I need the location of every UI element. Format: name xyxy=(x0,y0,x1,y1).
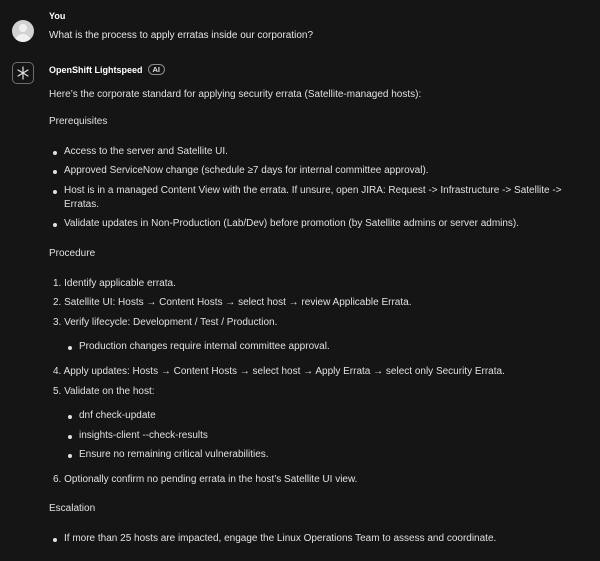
bullet-dot xyxy=(53,170,57,174)
prerequisite-item: Validate updates in Non-Production (Lab/Dev) before promotion (by Satellite admins or server admins). xyxy=(64,218,520,229)
procedure-substep: insights-client --check-results xyxy=(79,430,208,441)
escalation-item: If more than 25 hosts are impacted, engage the Linux Operations Team to assess and coordinate. xyxy=(64,533,497,544)
bullet-dot xyxy=(68,346,72,350)
escalation-heading: Escalation xyxy=(49,503,96,514)
assistant-name-row xyxy=(49,64,165,75)
ai-badge: AI xyxy=(148,64,166,75)
bullet-dot xyxy=(53,538,57,542)
bullet-dot xyxy=(68,454,72,458)
prerequisite-item: Host is in a managed Content View with the errata. If unsure, open JIRA: Request -> Infrastructure -> Satellite -> xyxy=(64,185,562,196)
prerequisite-item: Access to the server and Satellite UI. xyxy=(64,146,228,157)
user-question: What is the process to apply erratas inside our corporation? xyxy=(49,30,314,41)
procedure-heading: Procedure xyxy=(49,248,96,259)
procedure-step: 4. Apply updates: Hosts → Content Hosts → select host → Apply Errata → select only Security Errata. xyxy=(53,366,505,377)
prerequisites-heading: Prerequisites xyxy=(49,116,108,127)
procedure-substep: Production changes require internal committee approval. xyxy=(79,341,330,352)
prerequisite-item-continued: Erratas. xyxy=(64,199,100,210)
answer-intro: Here’s the corporate standard for applying security errata (Satellite-managed hosts): xyxy=(49,89,422,100)
lightspeed-logo-icon xyxy=(12,62,34,84)
bullet-dot xyxy=(53,223,57,227)
bullet-dot xyxy=(53,190,57,194)
procedure-substep: dnf check-update xyxy=(79,410,156,421)
user-avatar xyxy=(12,20,34,42)
bullet-dot xyxy=(68,435,72,439)
procedure-step: 2. Satellite UI: Hosts → Content Hosts → select host → review Applicable Errata. xyxy=(53,297,412,308)
procedure-step: 6. Optionally confirm no pending errata in the host’s Satellite UI view. xyxy=(53,474,358,485)
user-name: You xyxy=(49,11,66,21)
bullet-dot xyxy=(68,415,72,419)
procedure-step: 5. Validate on the host: xyxy=(53,386,155,397)
procedure-step: 3. Verify lifecycle: Development / Test / Production. xyxy=(53,317,278,328)
procedure-step: 1. Identify applicable errata. xyxy=(53,278,176,289)
bullet-dot xyxy=(53,151,57,155)
procedure-substep: Ensure no remaining critical vulnerabilities. xyxy=(79,449,269,460)
assistant-name: OpenShift Lightspeed xyxy=(49,65,143,75)
prerequisite-item: Approved ServiceNow change (schedule ≥7 days for internal committee approval). xyxy=(64,165,429,176)
